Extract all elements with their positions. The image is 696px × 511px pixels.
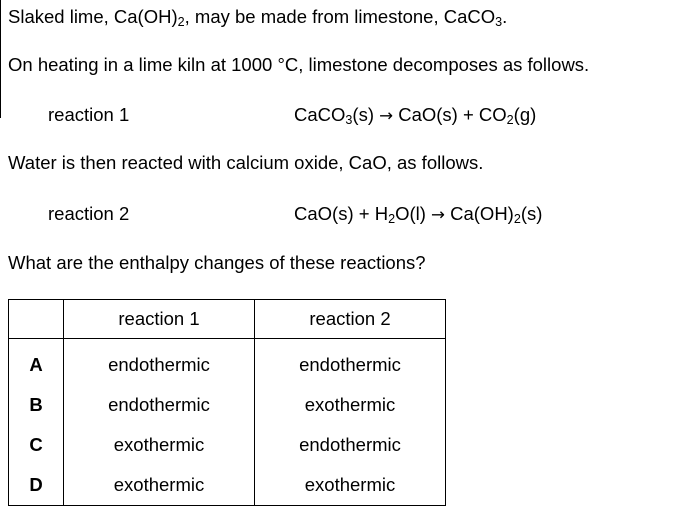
table-row[interactable] (9, 425, 446, 465)
answer-table (8, 299, 446, 506)
header-reaction-2: reaction 2 (255, 300, 446, 339)
equation-part: Ca(OH) (444, 203, 514, 224)
table-header-row (9, 300, 446, 339)
reaction-2-label: reaction 2 (48, 203, 130, 224)
right-arrow-icon: → (379, 106, 394, 125)
equation-part: CaO(s) + CO (393, 104, 507, 125)
intro-text-part: Slaked lime, Ca(OH) (8, 6, 178, 27)
reaction-2-cell: endothermic (255, 339, 446, 386)
reaction-1-cell: exothermic (64, 465, 255, 506)
intro-text-part: . (502, 6, 508, 27)
subscript: 3 (495, 15, 503, 30)
table-row[interactable] (9, 465, 446, 506)
intro-sentence (8, 6, 507, 28)
table-row[interactable] (9, 339, 446, 386)
header-blank-cell (9, 300, 64, 339)
reaction-2-cell: endothermic (255, 425, 446, 465)
reaction-1-cell: exothermic (64, 425, 255, 465)
header-reaction-1: reaction 1 (64, 300, 255, 339)
left-margin-rule (0, 0, 1, 118)
intro-text-part: , may be made from limestone, CaCO (184, 6, 496, 27)
heating-sentence: On heating in a lime kiln at 1000 °C, limestone decomposes as follows. (8, 54, 590, 75)
subscript: 2 (506, 113, 514, 128)
option-letter[interactable]: B (9, 385, 64, 425)
reaction-1-cell: endothermic (64, 339, 255, 386)
reaction-1-equation (294, 104, 536, 127)
question-text: What are the enthalpy changes of these reactions? (8, 252, 426, 273)
reaction-2-equation (294, 203, 542, 226)
reaction-1-cell: endothermic (64, 385, 255, 425)
equation-part: CaCO (294, 104, 346, 125)
reaction-2-cell: exothermic (255, 385, 446, 425)
equation-part: (g) (513, 104, 537, 125)
equation-part: CaO(s) + H (294, 203, 389, 224)
subscript: 2 (513, 212, 521, 227)
option-letter[interactable]: D (9, 465, 64, 506)
equation-part: O(l) (395, 203, 432, 224)
option-letter[interactable]: C (9, 425, 64, 465)
reaction-1-label: reaction 1 (48, 104, 130, 125)
right-arrow-icon: → (431, 205, 445, 224)
equation-part: (s) (352, 104, 380, 125)
table-row[interactable] (9, 385, 446, 425)
option-letter[interactable]: A (9, 339, 64, 386)
subscript: 2 (388, 212, 396, 227)
subscript: 3 (345, 113, 353, 128)
reaction-2-cell: exothermic (255, 465, 446, 506)
water-sentence: Water is then reacted with calcium oxide, CaO, as follows. (8, 152, 484, 173)
subscript: 2 (177, 15, 185, 30)
equation-part: (s) (520, 203, 543, 224)
